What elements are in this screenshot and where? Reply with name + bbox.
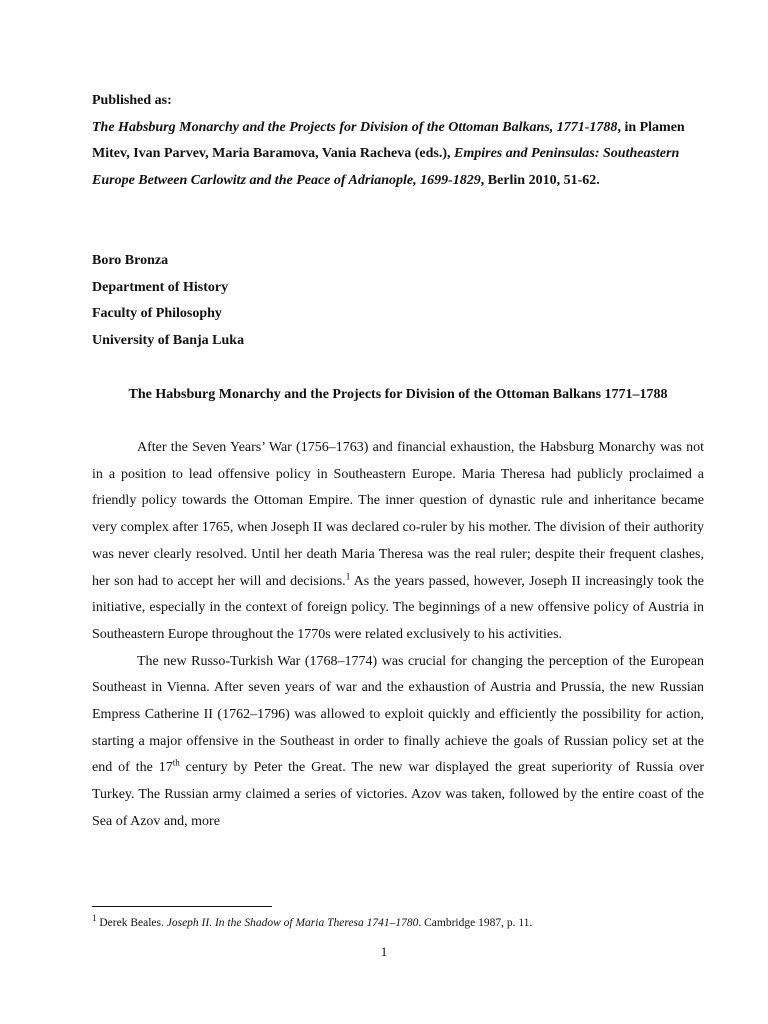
footnote-ref-1: 1 — [345, 570, 351, 581]
ordinal-suffix: th — [172, 757, 180, 768]
footnote-separator — [92, 906, 272, 907]
author-name: Boro Bronza — [92, 253, 169, 268]
paragraph-1: After the Seven Years’ War (1756–1763) and financial exhaustion, the Habsburg Monarchy was not in a position to lead offensive policy in Southeastern Europe. Maria Theresa had publicly proclaimed a friendly policy towards the Ottoman Empire. The inner question of dynastic rule and inheritance became very complex after 1765, when Joseph II was declared co-ruler by his mother. The division of their authority was never clearly resolved. Until her death Maria Theresa was the real ruler; despite their frequent clashes, her son had to accept her will and decisions.$^1$ As the years passed, however, Joseph II increasingly took the initiative, especially in the context of foreign policy. The beginnings of a new offensive policy of Austria in Southeastern Europe throughout the 1770s were related exclusively to his activities. — [92, 440, 704, 642]
page-number: 1 — [380, 944, 388, 959]
author-block — [92, 248, 704, 355]
publication-editors: , in Plamen Mitev, Ivan Parvev, Maria Baramova, Vania Racheva (eds.), — [92, 119, 685, 162]
published-as-label: Published as: — [92, 93, 172, 108]
author-faculty: Faculty of Philosophy — [92, 306, 222, 322]
publication-tail: , Berlin 2010, 51-62. — [480, 173, 600, 189]
author-university: University of Banja Luka — [92, 333, 245, 349]
paragraph-2: The new Russo-Turkish War (1768–1774) was crucial for changing the perception of the European Southeast in Vienna. After seven years of war and the exhaustion of Austria and Prussia, the new Russian Empress Catherine II (1762–1796) was allowed to exploit quickly and efficiently the possibility for action, starting a major offensive in the Southeast in order to finally achieve the goals of Russian policy set at the end of the 17th century by Peter the Great. The new war displayed the great superiority of Russia over Turkey. The Russian army claimed a series of victories. Azov was taken, followed by the entire coast of the Sea of Azov and, more — [92, 653, 705, 829]
author-department: Department of History — [92, 279, 229, 295]
article-title: The Habsburg Monarchy and the Projects for Division of the Ottoman Balkans 1771–1788 — [128, 387, 668, 402]
footnote-book-title: Joseph II. In the Shadow of Maria Theresa 1741–1780 — [166, 917, 419, 929]
footnote-number: 1 — [92, 913, 97, 924]
book-title: Empires and Peninsulas: Southeastern Europe Between Carlowitz and the Peace of Adrianople, 1699-1829 — [92, 146, 680, 189]
publication-title: The Habsburg Monarchy and the Projects for Division of the Ottoman Balkans, 1771-1788 — [92, 119, 618, 135]
publication-note — [92, 88, 704, 195]
footnote-1: $^1$ Derek Beales. Joseph II. In the Shadow of Maria Theresa 1741–1780. Cambridge 1987, p. 11. — [92, 913, 533, 929]
article-body — [92, 435, 704, 836]
